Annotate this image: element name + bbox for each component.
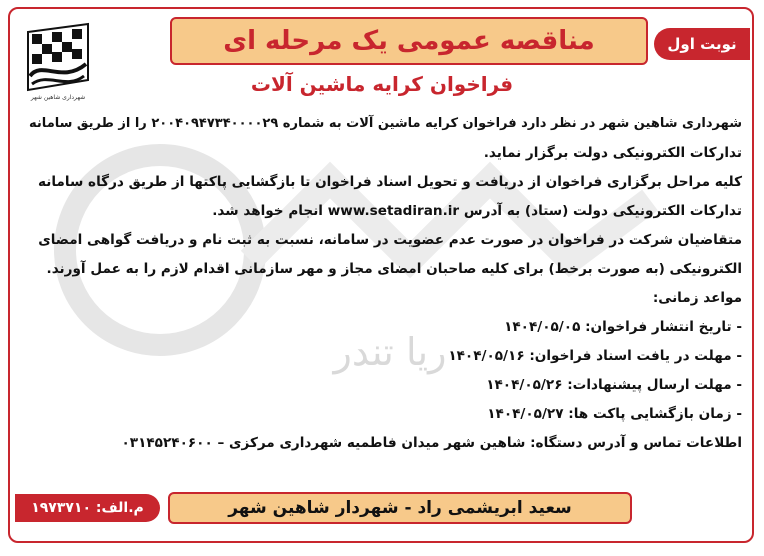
subtitle: فراخوان کرایه ماشین آلات [250,72,514,96]
footer-banner [168,492,632,524]
header-banner [170,17,648,65]
body-line-6: الکترونیکی (به صورت برخط) برای کلیه صاحبان امضای مجاز و مهر سازمانی اقدام لازم را به عمل آورند. [46,261,742,277]
body-line-2: تدارکات الکترونیکی دولت برگزار نماید. [483,145,742,161]
body-line-3: کلیه مراحل برگزاری فراخوان از دریافت و تحویل اسناد فراخوان تا بازگشایی پاکتها از طریق درگاه سامانه [37,174,742,190]
schedule-heading: مواعد زمانی: [652,290,742,306]
body-line-5: متقاضیان شرکت در فراخوان در صورت عدم عضویت در سامانه، نسبت به ثبت نام و دریافت گواهی امضای [38,232,742,248]
logo-caption: شهرداری شاهین شهر [30,94,86,101]
schedule-item-proposals: - مهلت ارسال پیشنهادات: ۱۴۰۴/۰۵/۲۶ [486,377,742,393]
reference-code-badge: م.الف: ۱۹۷۳۷۱۰ [15,494,160,522]
contact-info: اطلاعات تماس و آدرس دستگاه: شاهین شهر میدان فاطمیه شهرداری مرکزی – ۰۳۱۴۵۲۴۰۶۰۰ [121,435,742,451]
notice-round-badge: نوبت اول [654,28,750,60]
schedule-item-opening: - زمان بازگشایی پاکت ها: ۱۴۰۴/۰۵/۲۷ [487,406,742,422]
body-line-4: تدارکات الکترونیکی دولت (ستاد) به آدرس www.setadiran.ir انجام خواهد شد. [212,203,742,219]
body-line-1: شهرداری شاهین شهر در نظر دارد فراخوان کرایه ماشین آلات به شماره ۲۰۰۴۰۹۴۷۳۴۰۰۰۰۲۹ را از طریق سامانه [29,116,742,131]
schedule-item-documents: - مهلت در یافت اسناد فراخوان: ۱۴۰۴/۰۵/۱۶ [448,348,742,364]
schedule-item-publish: - تاریخ انتشار فراخوان: ۱۴۰۴/۰۵/۰۵ [504,319,742,335]
watermark-text: ریا تندر [333,330,447,374]
signature: سعید ابریشمی راد - شهردار شاهین شهر [228,498,572,518]
page-title: مناقصه عمومی یک مرحله ای [223,26,595,56]
